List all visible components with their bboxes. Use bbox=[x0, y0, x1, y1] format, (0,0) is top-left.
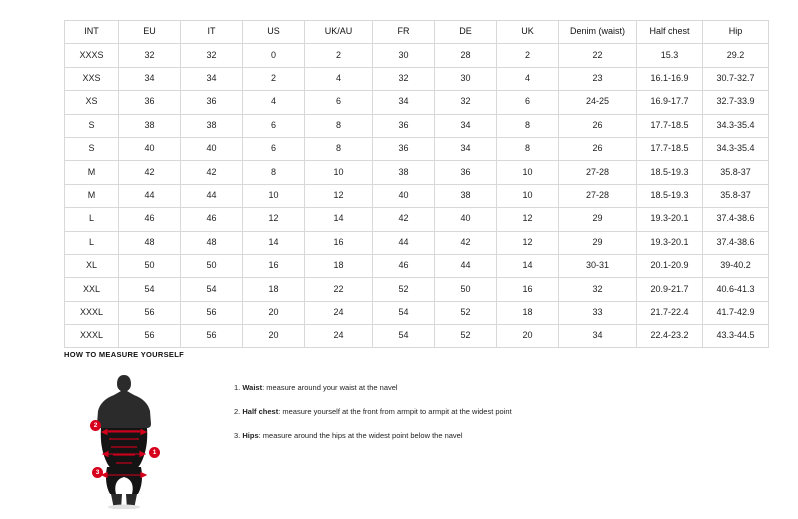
table-cell: XXXL bbox=[65, 325, 119, 348]
table-cell: 19.3-20.1 bbox=[637, 208, 703, 231]
table-cell: 56 bbox=[119, 325, 181, 348]
table-cell: L bbox=[65, 208, 119, 231]
table-cell: 32 bbox=[181, 44, 243, 67]
mannequin-figure bbox=[64, 369, 184, 509]
table-cell: 8 bbox=[243, 161, 305, 184]
table-row bbox=[65, 114, 769, 137]
table-cell: XXS bbox=[65, 67, 119, 90]
table-cell: 27-28 bbox=[559, 161, 637, 184]
table-cell: 42 bbox=[373, 208, 435, 231]
table-cell: 24-25 bbox=[559, 91, 637, 114]
table-cell: 18 bbox=[243, 278, 305, 301]
table-cell: 10 bbox=[497, 184, 559, 207]
measure-term: Waist bbox=[242, 383, 263, 392]
table-cell: 54 bbox=[119, 278, 181, 301]
table-cell: 36 bbox=[373, 137, 435, 160]
table-row bbox=[65, 208, 769, 231]
table-cell: 34 bbox=[181, 67, 243, 90]
table-cell: 16 bbox=[497, 278, 559, 301]
measure-number: 2. bbox=[234, 406, 241, 416]
column-header-hip: Hip bbox=[703, 21, 769, 44]
table-row bbox=[65, 137, 769, 160]
table-cell: 52 bbox=[373, 278, 435, 301]
table-cell: 52 bbox=[435, 325, 497, 348]
table-row bbox=[65, 91, 769, 114]
measure-number: 1. bbox=[234, 383, 241, 392]
table-cell: 40 bbox=[373, 184, 435, 207]
measure-instruction bbox=[234, 407, 512, 417]
table-cell: 36 bbox=[181, 91, 243, 114]
table-cell: 34.3-35.4 bbox=[703, 114, 769, 137]
table-cell: 32 bbox=[435, 91, 497, 114]
table-cell: 18 bbox=[497, 301, 559, 324]
table-cell: 27-28 bbox=[559, 184, 637, 207]
column-header-denim-waist: Denim (waist) bbox=[559, 21, 637, 44]
table-cell: 48 bbox=[119, 231, 181, 254]
table-cell: 4 bbox=[305, 67, 373, 90]
table-cell: 10 bbox=[305, 161, 373, 184]
table-body bbox=[65, 44, 769, 348]
table-cell: 32.7-33.9 bbox=[703, 91, 769, 114]
table-cell: 20 bbox=[497, 325, 559, 348]
table-cell: 20.1-20.9 bbox=[637, 254, 703, 277]
table-cell: 6 bbox=[243, 114, 305, 137]
mannequin-illustration bbox=[64, 369, 184, 509]
table-cell: 12 bbox=[497, 231, 559, 254]
table-cell: 50 bbox=[119, 254, 181, 277]
table-cell: 20 bbox=[243, 301, 305, 324]
table-cell: XXXS bbox=[65, 44, 119, 67]
table-cell: 39-40.2 bbox=[703, 254, 769, 277]
table-cell: 24 bbox=[305, 325, 373, 348]
table-cell: 50 bbox=[435, 278, 497, 301]
column-header-int: INT bbox=[65, 21, 119, 44]
table-cell: 35.8-37 bbox=[703, 184, 769, 207]
table-cell: XL bbox=[65, 254, 119, 277]
size-chart-table bbox=[64, 20, 769, 348]
table-cell: S bbox=[65, 137, 119, 160]
table-cell: 18.5-19.3 bbox=[637, 184, 703, 207]
column-header-uk-au: UK/AU bbox=[305, 21, 373, 44]
table-cell: 29 bbox=[559, 208, 637, 231]
table-cell: 35.8-37 bbox=[703, 161, 769, 184]
table-row bbox=[65, 67, 769, 90]
table-cell: 2 bbox=[305, 44, 373, 67]
table-cell: 40 bbox=[435, 208, 497, 231]
measure-description: : measure yourself at the front from armpit to armpit at the widest point bbox=[278, 406, 512, 416]
table-cell: 32 bbox=[559, 278, 637, 301]
table-cell: 28 bbox=[435, 44, 497, 67]
table-cell: 8 bbox=[305, 137, 373, 160]
badge-hips: 3 bbox=[92, 467, 103, 478]
column-header-us: US bbox=[243, 21, 305, 44]
table-cell: 24 bbox=[305, 301, 373, 324]
table-cell: 30 bbox=[373, 44, 435, 67]
table-cell: 26 bbox=[559, 114, 637, 137]
table-cell: 6 bbox=[497, 91, 559, 114]
measure-description: : measure around the hips at the widest point below the navel bbox=[258, 430, 463, 440]
measure-instruction bbox=[234, 383, 512, 393]
table-cell: 16 bbox=[243, 254, 305, 277]
table-cell: 50 bbox=[181, 254, 243, 277]
table-cell: 44 bbox=[181, 184, 243, 207]
table-cell: 44 bbox=[435, 254, 497, 277]
table-cell: 10 bbox=[243, 184, 305, 207]
table-cell: 34 bbox=[559, 325, 637, 348]
table-cell: 43.3-44.5 bbox=[703, 325, 769, 348]
table-cell: 42 bbox=[435, 231, 497, 254]
table-cell: 41.7-42.9 bbox=[703, 301, 769, 324]
column-header-fr: FR bbox=[373, 21, 435, 44]
table-cell: 6 bbox=[305, 91, 373, 114]
table-cell: 34 bbox=[435, 114, 497, 137]
table-cell: 10 bbox=[497, 161, 559, 184]
table-cell: 37.4-38.6 bbox=[703, 208, 769, 231]
column-header-eu: EU bbox=[119, 21, 181, 44]
table-row bbox=[65, 278, 769, 301]
table-cell: 29 bbox=[559, 231, 637, 254]
table-cell: XS bbox=[65, 91, 119, 114]
table-cell: 46 bbox=[181, 208, 243, 231]
table-cell: 2 bbox=[497, 44, 559, 67]
column-header-uk: UK bbox=[497, 21, 559, 44]
table-cell: 18 bbox=[305, 254, 373, 277]
badge-waist: 1 bbox=[149, 447, 160, 458]
table-cell: 15.3 bbox=[637, 44, 703, 67]
table-cell: 38 bbox=[435, 184, 497, 207]
table-cell: XXL bbox=[65, 278, 119, 301]
table-row bbox=[65, 184, 769, 207]
table-cell: 34.3-35.4 bbox=[703, 137, 769, 160]
table-cell: 4 bbox=[243, 91, 305, 114]
table-header-row bbox=[65, 21, 769, 44]
table-cell: 42 bbox=[119, 161, 181, 184]
table-cell: M bbox=[65, 184, 119, 207]
table-cell: 30-31 bbox=[559, 254, 637, 277]
table-cell: 16 bbox=[305, 231, 373, 254]
measure-instructions-list bbox=[234, 383, 512, 454]
table-cell: 18.5-19.3 bbox=[637, 161, 703, 184]
table-cell: 38 bbox=[119, 114, 181, 137]
measure-number: 3. bbox=[234, 430, 241, 440]
table-cell: 34 bbox=[435, 137, 497, 160]
table-cell: 14 bbox=[497, 254, 559, 277]
table-cell: 36 bbox=[373, 114, 435, 137]
table-cell: 36 bbox=[435, 161, 497, 184]
table-cell: 21.7-22.4 bbox=[637, 301, 703, 324]
table-cell: 14 bbox=[243, 231, 305, 254]
table-cell: 54 bbox=[373, 301, 435, 324]
table-cell: 22 bbox=[559, 44, 637, 67]
table-row bbox=[65, 231, 769, 254]
column-header-it: IT bbox=[181, 21, 243, 44]
table-cell: 8 bbox=[497, 114, 559, 137]
table-cell: 0 bbox=[243, 44, 305, 67]
table-cell: 34 bbox=[373, 91, 435, 114]
table-cell: 44 bbox=[119, 184, 181, 207]
measure-term: Half chest bbox=[242, 406, 279, 416]
table-cell: 8 bbox=[497, 137, 559, 160]
column-header-de: DE bbox=[435, 21, 497, 44]
table-cell: 52 bbox=[435, 301, 497, 324]
how-to-measure-title: HOW TO MEASURE YOURSELF bbox=[64, 350, 184, 359]
table-cell: 56 bbox=[181, 301, 243, 324]
table-cell: 36 bbox=[119, 91, 181, 114]
table-row bbox=[65, 325, 769, 348]
table-cell: 22 bbox=[305, 278, 373, 301]
column-header-half-chest: Half chest bbox=[637, 21, 703, 44]
table-cell: 40.6-41.3 bbox=[703, 278, 769, 301]
table-cell: 17.7-18.5 bbox=[637, 137, 703, 160]
table-cell: 44 bbox=[373, 231, 435, 254]
table-cell: 48 bbox=[181, 231, 243, 254]
table-cell: 4 bbox=[497, 67, 559, 90]
table-cell: 8 bbox=[305, 114, 373, 137]
table-cell: 32 bbox=[373, 67, 435, 90]
table-row bbox=[65, 161, 769, 184]
table-cell: 16.1-16.9 bbox=[637, 67, 703, 90]
table-cell: XXXL bbox=[65, 301, 119, 324]
table-cell: S bbox=[65, 114, 119, 137]
table-row bbox=[65, 44, 769, 67]
how-to-measure-section bbox=[64, 350, 764, 509]
table-cell: 40 bbox=[181, 137, 243, 160]
badge-half-chest: 2 bbox=[90, 420, 101, 431]
table-cell: 56 bbox=[119, 301, 181, 324]
table-cell: 54 bbox=[373, 325, 435, 348]
table-cell: 37.4-38.6 bbox=[703, 231, 769, 254]
table-cell: 40 bbox=[119, 137, 181, 160]
measure-term: Hips bbox=[242, 430, 259, 440]
table-cell: 46 bbox=[373, 254, 435, 277]
table-cell: 42 bbox=[181, 161, 243, 184]
table-row bbox=[65, 301, 769, 324]
table-cell: 23 bbox=[559, 67, 637, 90]
table-cell: 2 bbox=[243, 67, 305, 90]
table-cell: 12 bbox=[243, 208, 305, 231]
table-cell: 22.4-23.2 bbox=[637, 325, 703, 348]
table-cell: 20.9-21.7 bbox=[637, 278, 703, 301]
measure-instruction bbox=[234, 431, 512, 441]
table-cell: 17.7-18.5 bbox=[637, 114, 703, 137]
table-cell: 33 bbox=[559, 301, 637, 324]
table-cell: 14 bbox=[305, 208, 373, 231]
table-cell: 16.9-17.7 bbox=[637, 91, 703, 114]
table-cell: 20 bbox=[243, 325, 305, 348]
table-cell: 19.3-20.1 bbox=[637, 231, 703, 254]
table-row bbox=[65, 254, 769, 277]
table-cell: 34 bbox=[119, 67, 181, 90]
table-cell: 30 bbox=[435, 67, 497, 90]
table-cell: 38 bbox=[373, 161, 435, 184]
table-cell: 26 bbox=[559, 137, 637, 160]
table-cell: 56 bbox=[181, 325, 243, 348]
table-cell: 29.2 bbox=[703, 44, 769, 67]
table-cell: 12 bbox=[497, 208, 559, 231]
table-cell: 46 bbox=[119, 208, 181, 231]
table-cell: 38 bbox=[181, 114, 243, 137]
table-cell: 12 bbox=[305, 184, 373, 207]
table-cell: M bbox=[65, 161, 119, 184]
table-cell: 32 bbox=[119, 44, 181, 67]
measure-description: : measure around your waist at the navel bbox=[262, 383, 398, 392]
table-cell: L bbox=[65, 231, 119, 254]
table-cell: 54 bbox=[181, 278, 243, 301]
table-cell: 6 bbox=[243, 137, 305, 160]
table-cell: 30.7-32.7 bbox=[703, 67, 769, 90]
